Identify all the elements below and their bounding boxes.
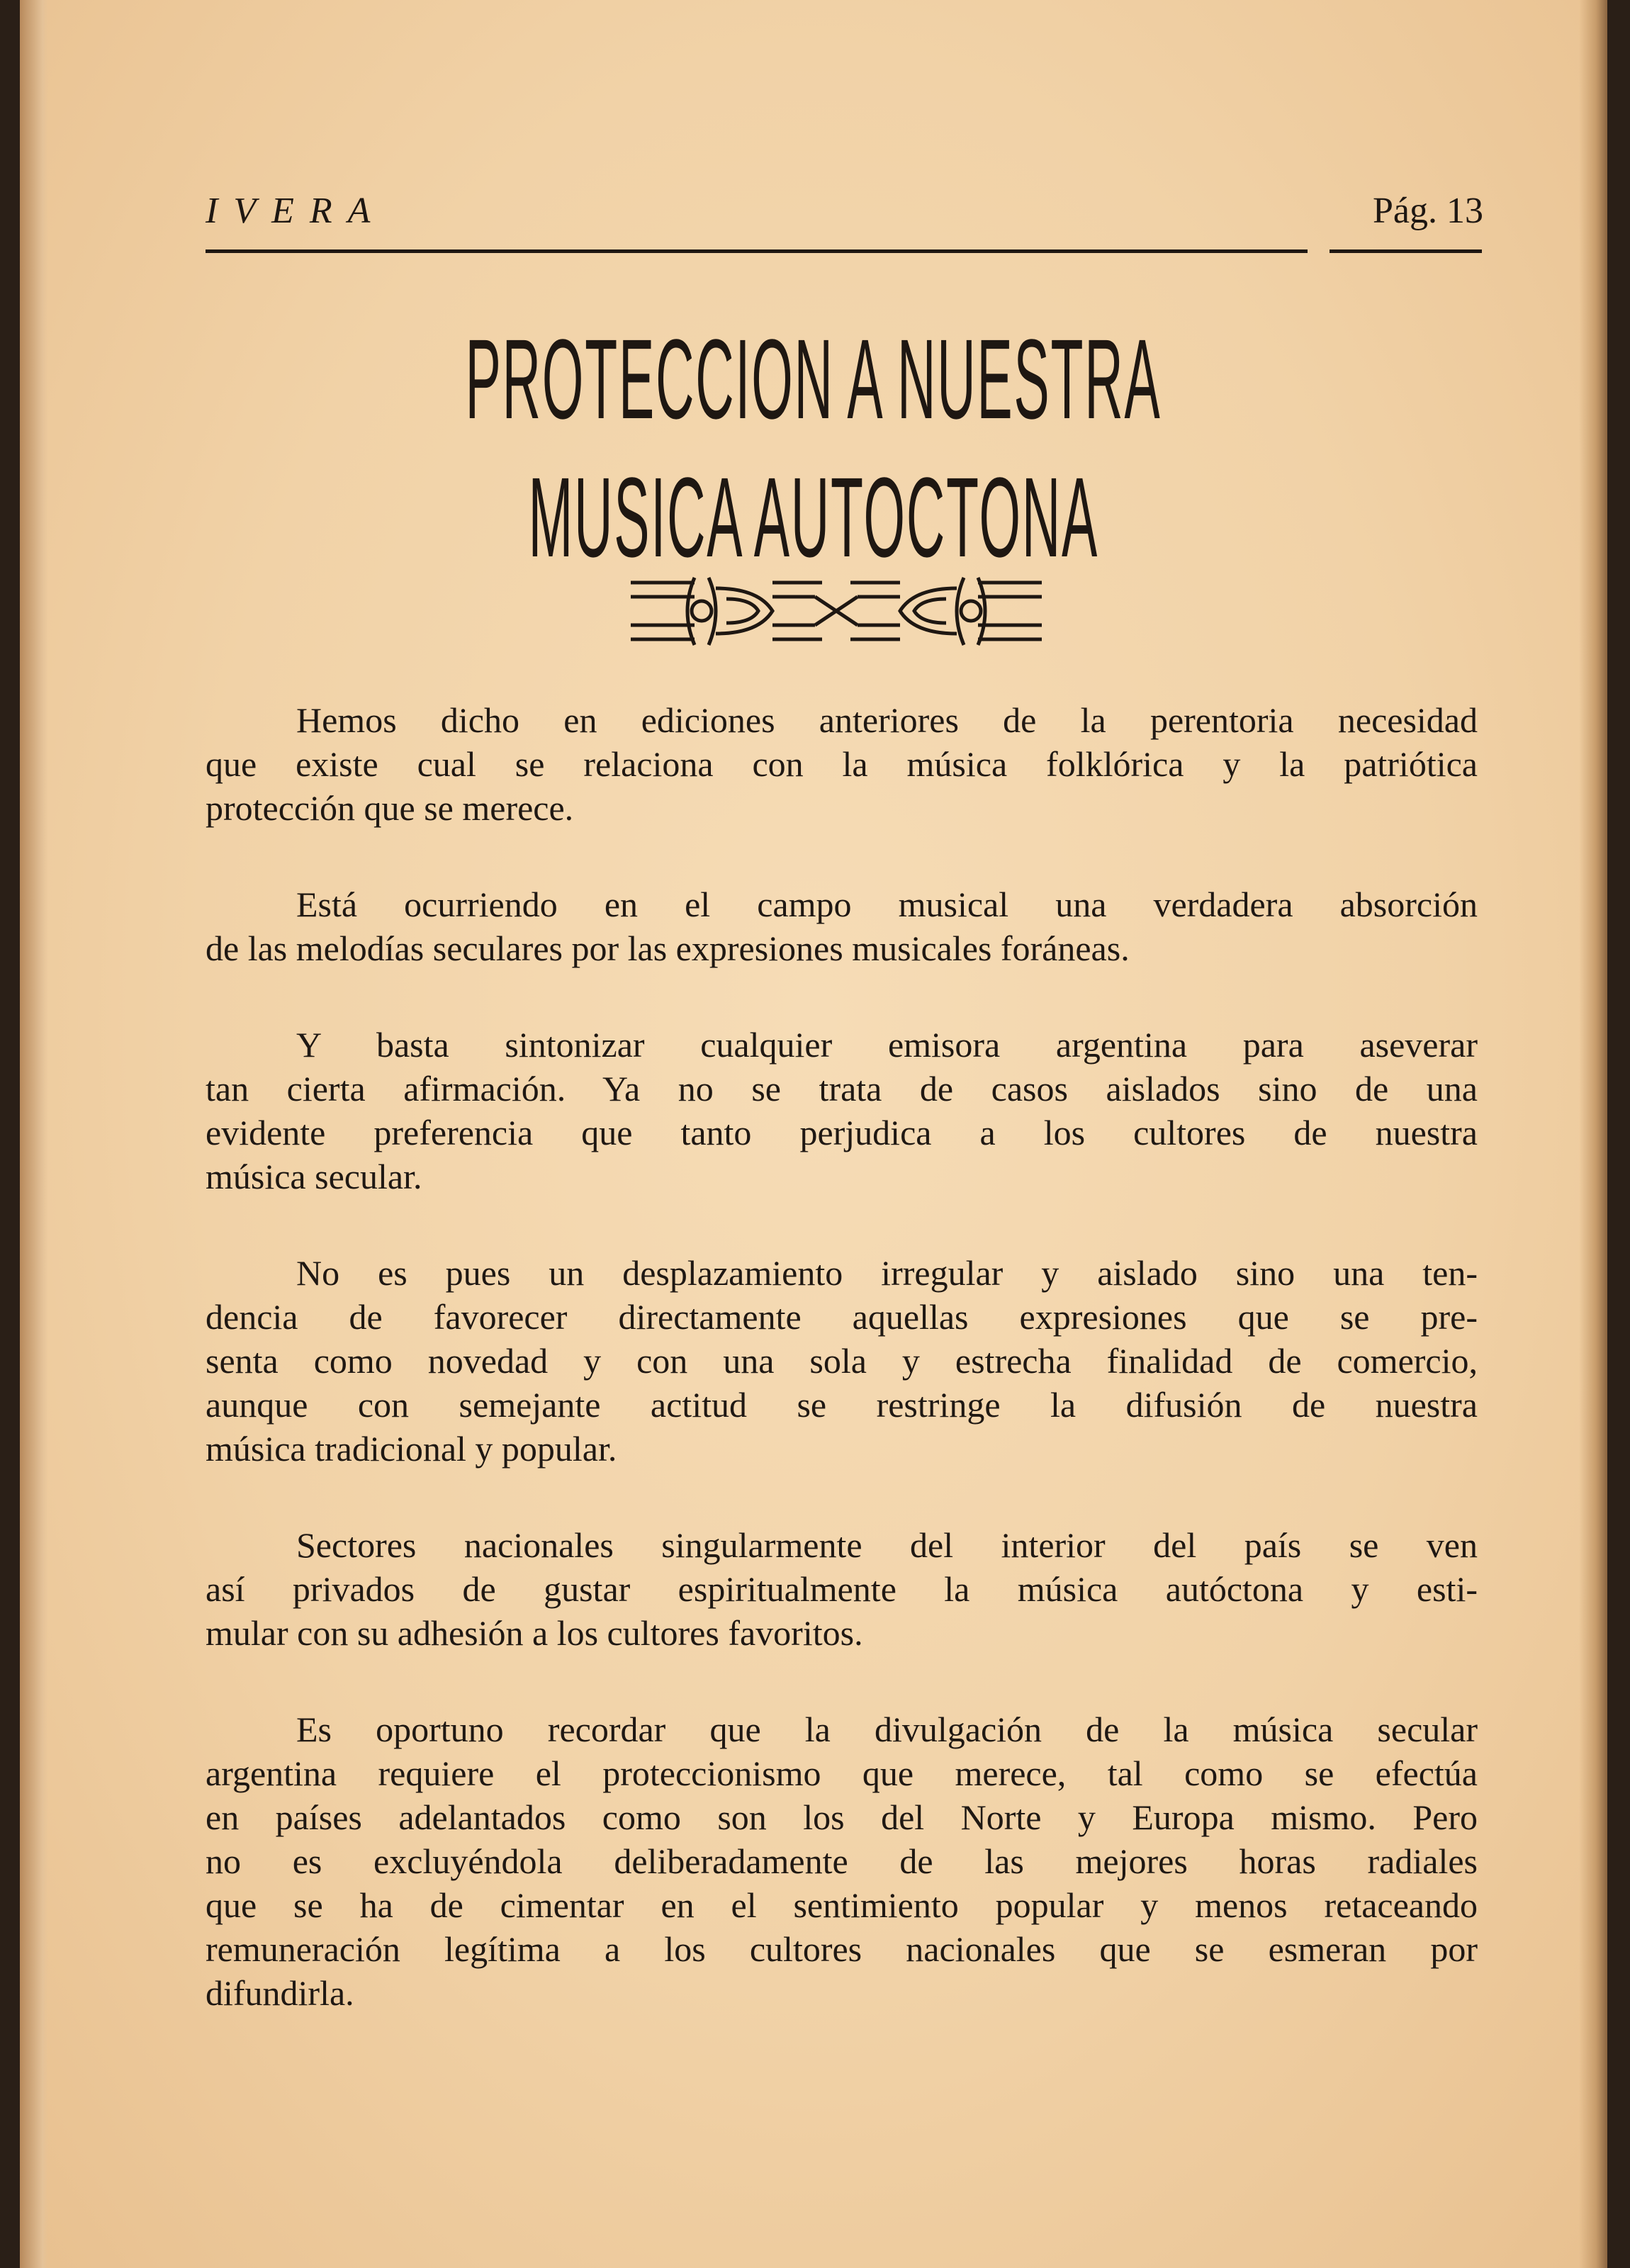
text-line: Sectores nacionales singularmente del interior del país se ven <box>296 1525 1478 1565</box>
magazine-page <box>20 0 1607 2268</box>
text-line: tan cierta afirmación. Ya no se trata de casos aislados sino de una <box>206 1069 1478 1108</box>
paragraph <box>206 1023 1478 1198</box>
text-line: música tradicional y popular. <box>206 1429 617 1469</box>
text-line: música secular. <box>206 1157 422 1196</box>
text-line: Está ocurriendo en el campo musical una verdadera absorción <box>296 885 1478 924</box>
paragraph <box>206 1251 1478 1471</box>
text-line: senta como novedad y con una sola y estrecha finalidad de comercio, <box>206 1341 1478 1381</box>
text-line: dencia de favorecer directamente aquellas expresiones que se pre- <box>206 1297 1478 1337</box>
paragraph <box>206 698 1478 830</box>
text-line: aunque con semejante actitud se restringe la difusión de nuestra <box>206 1385 1478 1425</box>
header-rule <box>206 249 1308 253</box>
text-line: no es excluyéndola deliberadamente de las mejores horas radiales <box>206 1841 1478 1881</box>
text-line: Y basta sintonizar cualquier emisora argentina para aseverar <box>296 1025 1478 1065</box>
text-line: protección que se merece. <box>206 788 574 828</box>
text-line: remuneración legítima a los cultores nacionales que se esmeran por <box>206 1929 1478 1969</box>
text-line: evidente preferencia que tanto perjudica a los cultores de nuestra <box>206 1113 1478 1152</box>
paragraph <box>206 1523 1478 1655</box>
text-line: de las melodías seculares por las expresiones musicales foráneas. <box>206 928 1130 968</box>
article-body <box>206 698 1478 2067</box>
text-line: Hemos dicho en ediciones anteriores de la perentoria necesidad <box>296 700 1478 740</box>
decorative-ornament <box>631 574 1042 649</box>
text-line: que se ha de cimentar en el sentimiento popular y menos retaceando <box>206 1885 1478 1925</box>
page-number: Pág. 13 <box>1373 191 1483 231</box>
text-line: así privados de gustar espiritualmente la música autóctona y esti- <box>206 1569 1478 1609</box>
header-rule-short <box>1330 249 1482 253</box>
running-title: IVERA <box>206 191 386 231</box>
text-line: que existe cual se relaciona con la música folklórica y la patriótica <box>206 744 1478 784</box>
text-line: mular con su adhesión a los cultores favoritos. <box>206 1613 863 1653</box>
text-line: No es pues un desplazamiento irregular y aislado sino una ten- <box>296 1253 1478 1293</box>
article-title-line-2: MUSICA AUTOCTONA <box>528 454 1099 580</box>
article-title-line-1: PROTECCION A NUESTRA <box>466 315 1162 442</box>
text-line: argentina requiere el proteccionismo que merece, tal como se efectúa <box>206 1753 1478 1793</box>
text-line: Es oportuno recordar que la divulgación de la música secular <box>296 1710 1478 1749</box>
paragraph <box>206 882 1478 970</box>
text-line: difundirla. <box>206 1973 354 2013</box>
paragraph <box>206 1707 1478 2015</box>
text-line: en países adelantados como son los del Norte y Europa mismo. Pero <box>206 1797 1478 1837</box>
